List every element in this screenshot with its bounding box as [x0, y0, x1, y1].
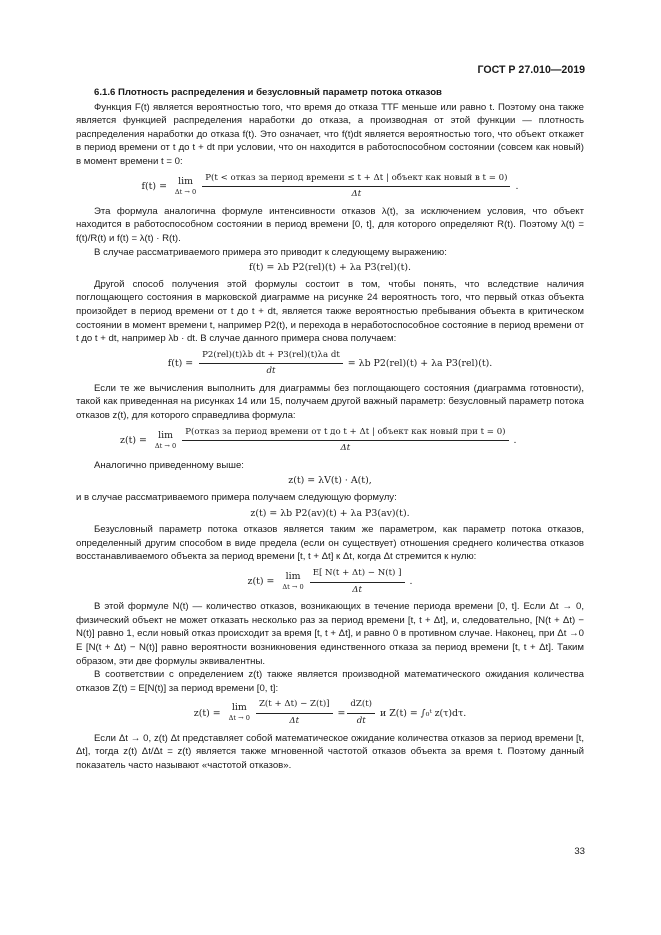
- limit-operator: lim Δt → 0: [282, 571, 304, 592]
- paragraph-9: В этой формуле N(t) — количество отказов, возникающих в течение периода времени [0, t]. Если Δt → 0, физический объект не может отказать несколько раз за период времени [t, t + Δt], и, следовательно, [N(t + Δt) − N(t)] равно 1, если новый отказ происходит за время [t, t + Δt], и равно 0 в противном случае. Наконец, при Δt →0 E [N(t + Δt) − N(t)] равно вероятности возникновения единственного отказа за период времени [t, t + Δt]. Таким образом, эти две формулы эквивалентны.: [76, 601, 584, 667]
- paragraph-4: Другой способ получения этой формулы состоит в том, чтобы понять, что вследствие наличия поглощающего состояния в марковской диаграмме на рисунке 24 вероятность того, что первый отказ объекта произойдет в период времени от t до t + dt, является также вероятностью пребывания объекта в критическом состоянии в момент времени t, например P2(t), и перехода в неработоспособное состояние в период времени от t до t + dt, например λb · dt. В случае данного примера снова получаем:: [76, 278, 584, 345]
- fraction: $\frac{E[ N(t + \Delta t) - N(t) ]}{\Delta t}$: [310, 567, 405, 597]
- paragraph-2: Эта формула аналогична формуле интенсивности отказов λ(t), за исключением условия, что объект находится в работоспособном состоянии в период времени [0, t], для которого определяют R(t). Поэтому λ(t) = f(t)/R(t) и f(t) = λ(t) · R(t).: [76, 205, 584, 244]
- paragraph-3: В случае рассматриваемого примера это приводит к следующему выражению:: [94, 246, 447, 258]
- limit-operator: lim Δt → 0: [228, 702, 250, 723]
- equation-failure-flow-limit: z(t) = lim Δt → 0 P(отказ за период времени от t до t + Δt | объект как новый при t = 0) Δt .: [76, 426, 584, 456]
- equation-derivative: z(t) = lim Δt → 0 $\frac{Z(t + \Delta t) - Z(t)]}{\Delta t}$ = $\frac{dZ(t)}{dt}$ и Z(t) = ∫₀ᵗ z(τ)dτ.: [76, 698, 584, 728]
- equation-failure-flow-availability: z(t) = λV(t) · A(t),: [288, 475, 372, 487]
- equation-density-markov: f(t) = $\frac{\text{P2(rel)(t)λb dt + P3(rel)(t)λa dt}}{dt}$ = λb P2(rel)(t) + λa P3(rel)(t).: [76, 349, 584, 379]
- paragraph-6: Аналогично приведенному выше:: [94, 459, 244, 471]
- paragraph-11: Если Δt → 0, z(t) Δt представляет собой математическое ожидание количества отказов за период времени [t, Δt], тогда z(t) Δt/Δt = z(t) является также мгновенной частотой отказов объекта за время t. Поэтому данный показатель часто называют «частотой отказов».: [76, 732, 584, 771]
- page-number: 33: [574, 846, 585, 857]
- page-content: [76, 86, 584, 772]
- paragraph-8: Безусловный параметр потока отказов является таким же параметром, как параметр потока отказов, определенный другим способом в виде предела (если он существует) отношения среднего количества отказов восстанавливаемого объекта за период времени [t, t + Δt] к Δt, когда Δt стремится к нулю:: [76, 524, 584, 563]
- equation-density-limit: f(t) = lim Δt → 0 P(t < отказ за период времени ≤ t + Δt | объект как новый в t = 0) Δt .: [76, 172, 584, 202]
- equation-expected-failures-limit: z(t) = lim Δt → 0 $\frac{E[ N(t + \Delta t) - N(t) ]}{\Delta t}$ .: [76, 567, 584, 597]
- fraction: $\frac{Z(t + \Delta t) - Z(t)]}{\Delta t}$: [256, 698, 333, 728]
- fraction: P(t < отказ за период времени ≤ t + Δt | объект как новый в t = 0) Δt: [202, 172, 510, 202]
- limit-operator: lim Δt → 0: [154, 429, 177, 450]
- fraction: P(отказ за период времени от t до t + Δt | объект как новый при t = 0) Δt: [182, 426, 508, 456]
- paragraph-1: Функция F(t) является вероятностью того, что время до отказа TTF меньше или равно t. Поэтому она также является функцией распределения наработки до отказа, а производная от этой функции — плотность распределения наработки до отказа f(t). Это означает, что f(t)dt является вероятностью того, что объект откажет в период времени от t до t + dt при условии, что он находится в работоспособном состоянии (совсем как новый) в момент времени t = 0:: [76, 101, 584, 167]
- paragraph-10: В соответствии с определением z(t) также является производной математического ожидания количества отказов Z(t) = E[N(t)] за период времени [0, t]:: [76, 669, 584, 694]
- fraction-derivative: $\frac{dZ(t)}{dt}$: [347, 698, 375, 728]
- equation-failure-flow-example: z(t) = λb P2(av)(t) + λa P3(av)(t).: [250, 507, 410, 519]
- paragraph-5: Если те же вычисления выполнить для диаграммы без поглощающего состояния (диаграмма готовности), такой как приведенная на рисунках 14 или 15, получаем другой важный параметр: безусловный параметр потока отказов z(t), для которого справедлива формула:: [76, 382, 584, 422]
- paragraph-7: и в случае рассматриваемого примера получаем следующую формулу:: [76, 492, 397, 504]
- limit-operator: lim Δt → 0: [174, 175, 197, 196]
- standard-header: ГОСТ Р 27.010—2019: [477, 64, 585, 76]
- equation-density-example: f(t) = λb P2(rel)(t) + λa P3(rel)(t).: [249, 262, 411, 274]
- fraction: $\frac{\text{P2(rel)(t)λb dt + P3(rel)(t)λa dt}}{dt}$: [199, 349, 343, 379]
- section-title: 6.1.6 Плотность распределения и безусловный параметр потока отказов: [94, 87, 442, 98]
